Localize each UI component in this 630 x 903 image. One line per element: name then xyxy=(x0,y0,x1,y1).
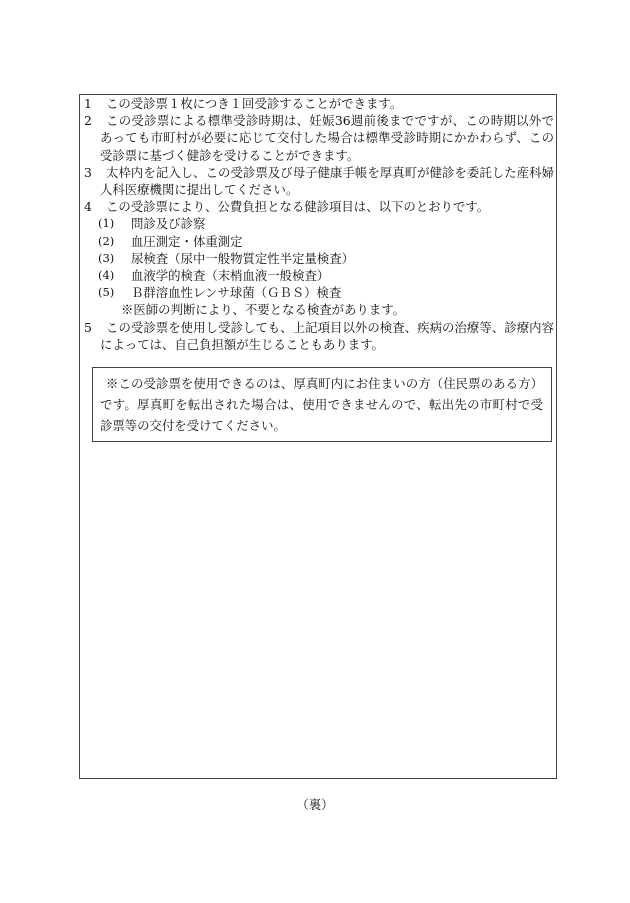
residency-notice-box: ※この受診票を使用できるのは、厚真町内にお住まいの方（住民票のある方）です。厚真町を転出された場合は、使用できませんので、転出先の市町村で受診票等の交付を受けてください。 xyxy=(92,367,552,442)
exam-item-text: 血圧測定・体重測定 xyxy=(131,233,243,249)
note-text: 太枠内を記入し、この受診票及び母子健康手帳を厚真町が健診を委託した産科婦人科医療機関に提出してください。 xyxy=(100,164,554,198)
note-item-2 xyxy=(84,112,554,164)
note-text: この受診票を使用し受診しても、上記項目以外の検査、疾病の治療等、診療内容によっては、自己負担額が生じることもあります。 xyxy=(100,319,554,352)
exam-item-number: (1) xyxy=(98,216,115,231)
notes-list xyxy=(84,95,554,353)
note-item-4 xyxy=(84,198,554,215)
exam-item-4 xyxy=(84,267,554,284)
exam-item-number: (5) xyxy=(98,285,115,300)
exam-item-number: (2) xyxy=(98,233,115,248)
note-text: この受診票により、公費負担となる健診項目は、以下のとおりです。 xyxy=(106,199,490,215)
note-number: 4 xyxy=(84,199,92,215)
note-number: 2 xyxy=(84,113,92,129)
exam-item-5 xyxy=(84,284,554,301)
exam-item-3 xyxy=(84,250,554,267)
exam-note: ※医師の判断により、不要となる検査があります。 xyxy=(121,302,405,318)
exam-items-list xyxy=(84,215,554,318)
note-text: この受診票による標準受診時期は、妊娠36週前後までですが、この時期以外であっても市町村が必要に応じて交付した場合は標準受診時期にかかわらず、この受診票に基づく健診を受けることができます。 xyxy=(100,113,554,163)
exam-item-number: (3) xyxy=(98,250,115,265)
exam-item-number: (4) xyxy=(98,268,115,283)
note-number: 1 xyxy=(84,96,92,111)
exam-item-text: Ｂ群溶血性レンサ球菌（ＧＢＳ）検査 xyxy=(131,285,342,301)
note-item-1 xyxy=(84,95,554,112)
note-item-5 xyxy=(84,319,554,353)
page-side-label: （裏） xyxy=(296,797,334,812)
note-number: 3 xyxy=(84,164,92,180)
note-item-3 xyxy=(84,164,554,198)
exam-item-2 xyxy=(84,233,554,250)
exam-item-text: 血液学的検査（末梢血液一般検査） xyxy=(131,268,330,284)
exam-item-1 xyxy=(84,215,554,232)
exam-item-text: 問診及び診察 xyxy=(131,216,206,232)
exam-item-text: 尿検査（尿中一般物質定性半定量検査） xyxy=(131,250,355,266)
note-text: この受診票１枚につき１回受診することができます。 xyxy=(106,96,403,111)
note-number: 5 xyxy=(84,319,92,335)
